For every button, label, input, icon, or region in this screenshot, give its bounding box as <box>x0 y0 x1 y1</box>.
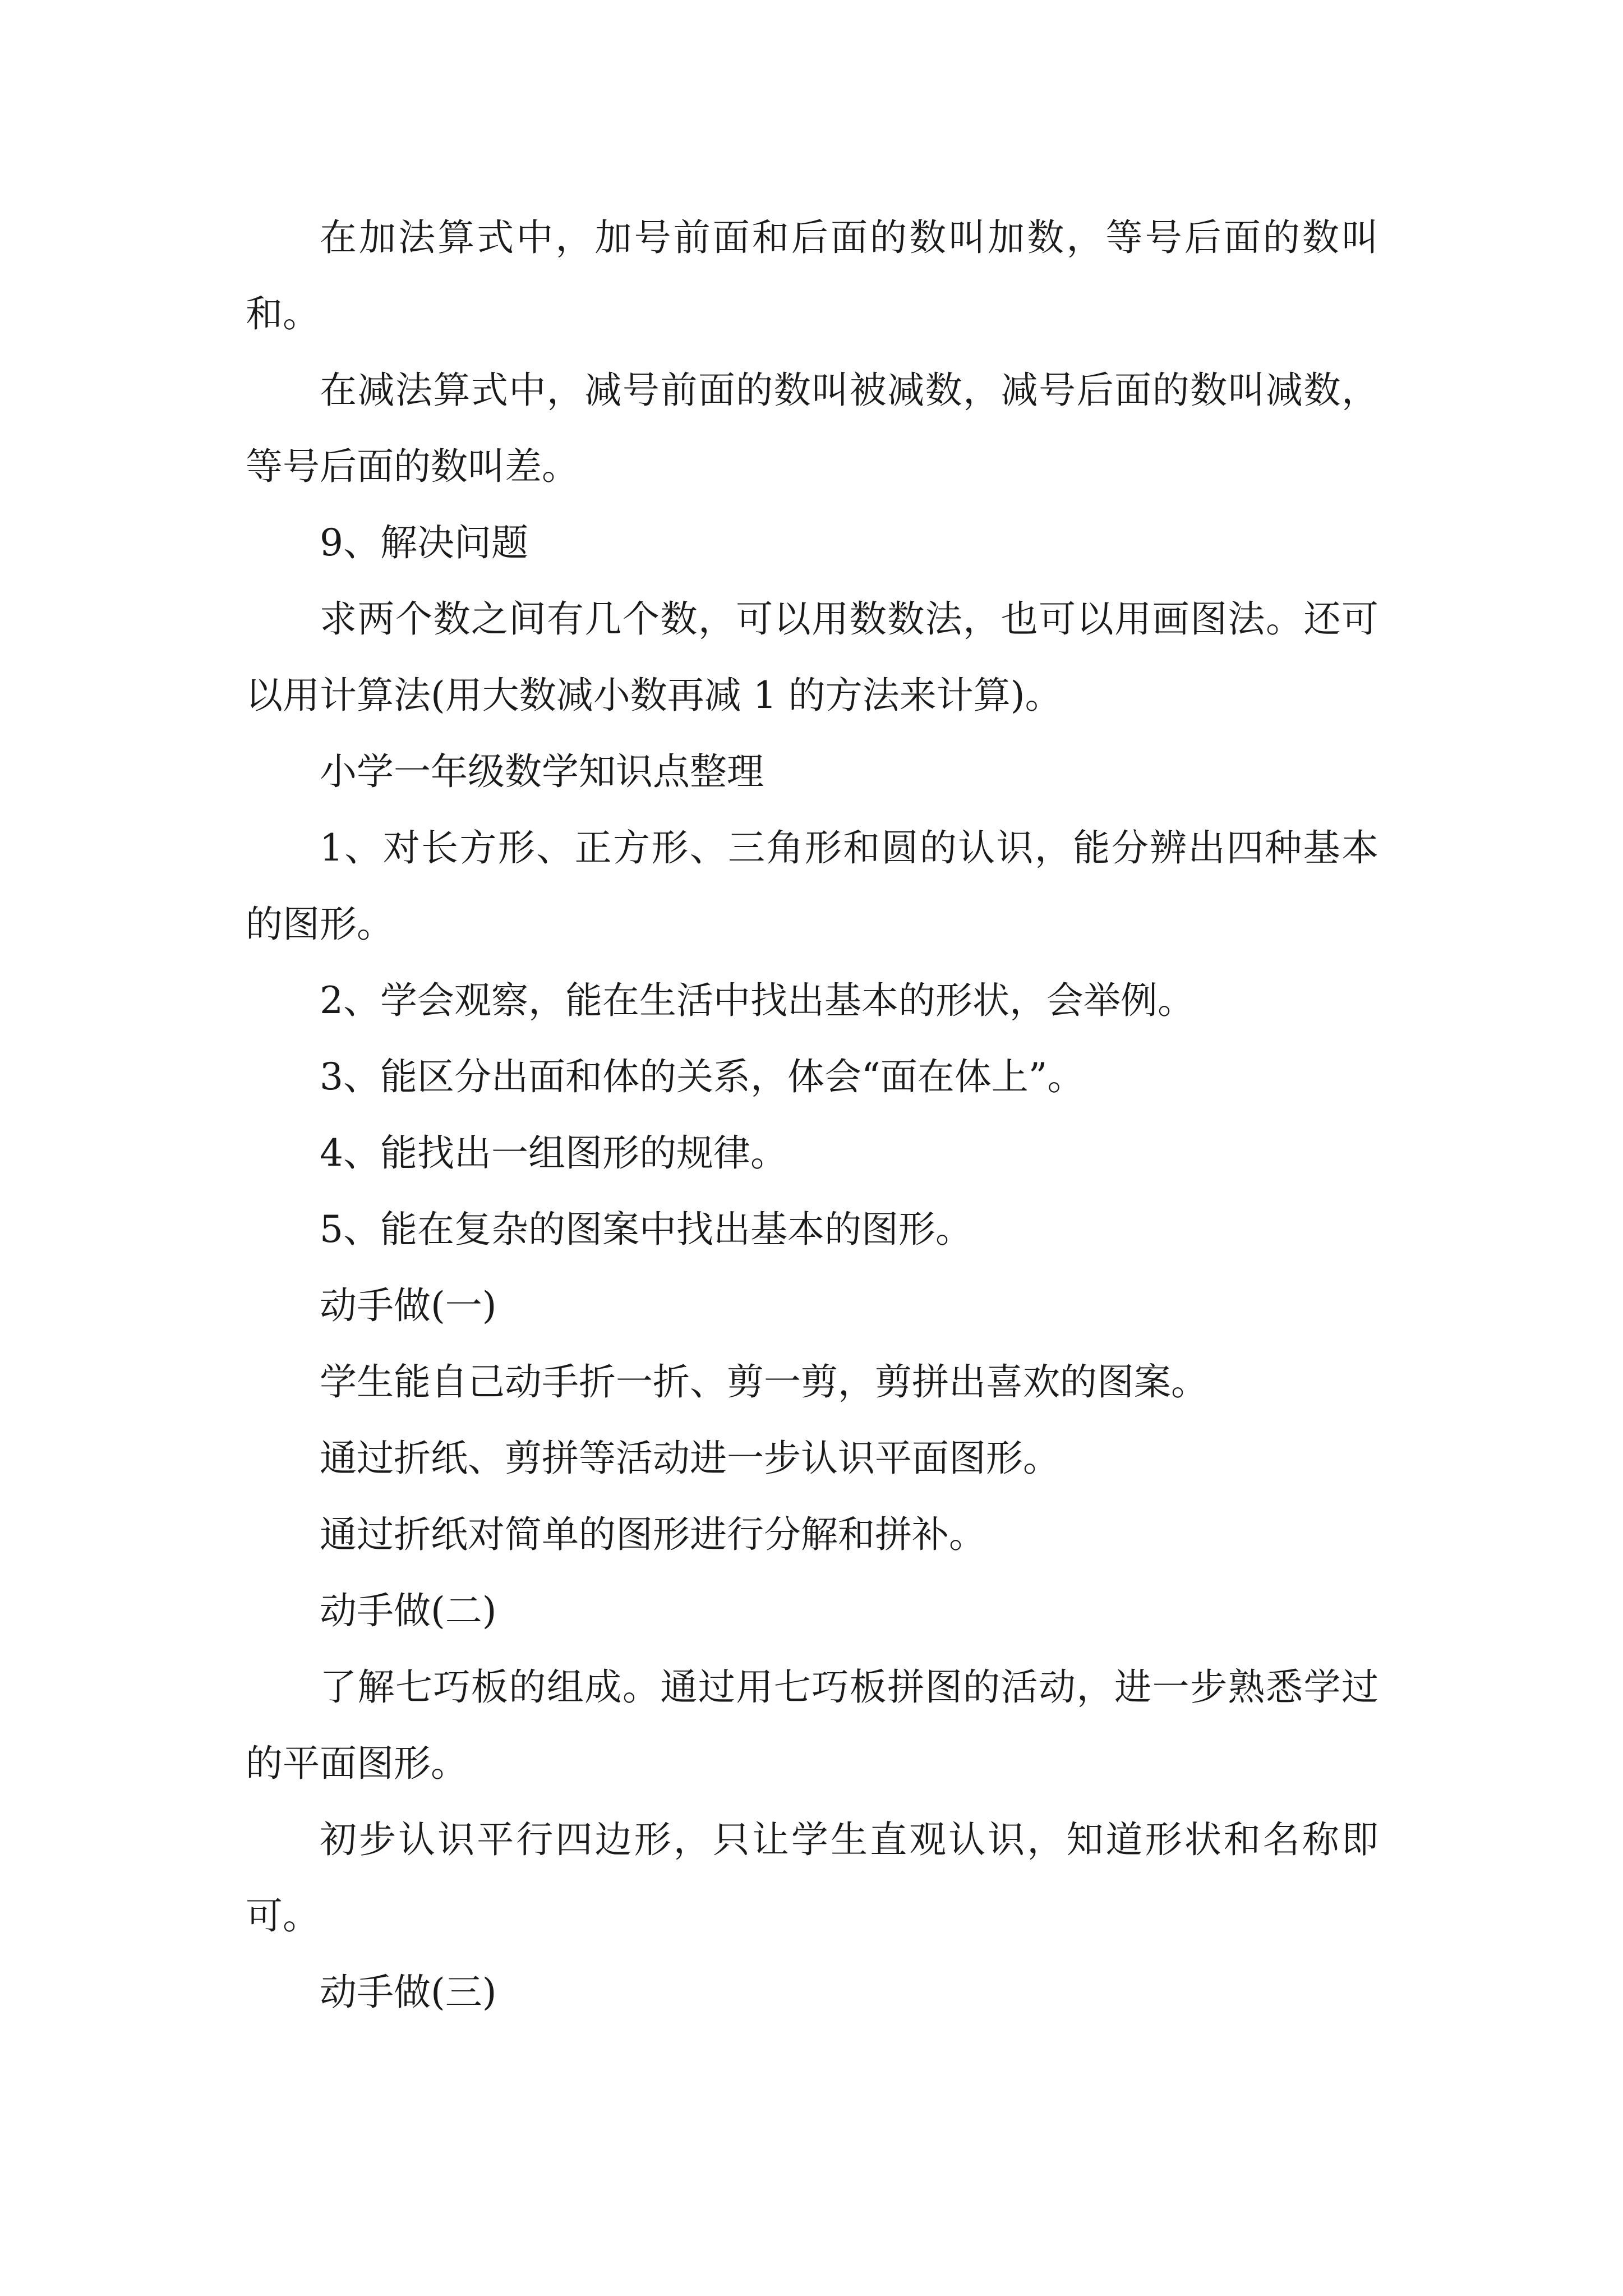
list-item-3: 3、能区分出面和体的关系，体会“面在体上”。 <box>320 1055 1085 1098</box>
list-item-5: 5、能在复杂的图案中找出基本的图形。 <box>320 1208 972 1251</box>
paragraph-decompose: 通过折纸对简单的图形进行分解和拼补。 <box>320 1513 986 1556</box>
document-body <box>246 200 1378 2031</box>
paragraph-fold-cut: 学生能自己动手折一折、剪一剪，剪拼出喜欢的图案。 <box>320 1360 1208 1404</box>
list-item-4: 4、能找出一组图形的规律。 <box>320 1131 787 1175</box>
list-item-2: 2、学会观察，能在生活中找出基本的形状，会举例。 <box>320 979 1195 1022</box>
paragraph-parallelogram: 初步认识平行四边形，只让学生直观认识，知道形状和名称即可。 <box>246 1818 1378 1938</box>
paragraph-plane-shapes: 通过折纸、剪拼等活动进一步认识平面图形。 <box>320 1437 1060 1480</box>
section-title-grade1-math: 小学一年级数学知识点整理 <box>320 750 764 793</box>
paragraph-subtraction-terms: 在减法算式中，减号前面的数叫被减数，减号后面的数叫减数，等号后面的数叫差。 <box>246 369 1378 488</box>
list-item-1: 1、对长方形、正方形、三角形和圆的认识，能分辨出四种基本的图形。 <box>246 826 1378 946</box>
heading-hands-on-3: 动手做(三) <box>320 1971 497 2014</box>
heading-hands-on-2: 动手做(二) <box>320 1589 497 1632</box>
paragraph-addition-terms: 在加法算式中，加号前面和后面的数叫加数，等号后面的数叫和。 <box>246 216 1378 335</box>
heading-solve-problems: 9、解决问题 <box>320 521 528 564</box>
paragraph-tangram: 了解七巧板的组成。通过用七巧板拼图的活动，进一步熟悉学过的平面图形。 <box>246 1665 1378 1785</box>
paragraph-count-between: 求两个数之间有几个数，可以用数数法，也可以用画图法。还可以用计算法(用大数减小数再减 1 的方法来计算)。 <box>246 597 1378 717</box>
heading-hands-on-1: 动手做(一) <box>320 1284 497 1327</box>
